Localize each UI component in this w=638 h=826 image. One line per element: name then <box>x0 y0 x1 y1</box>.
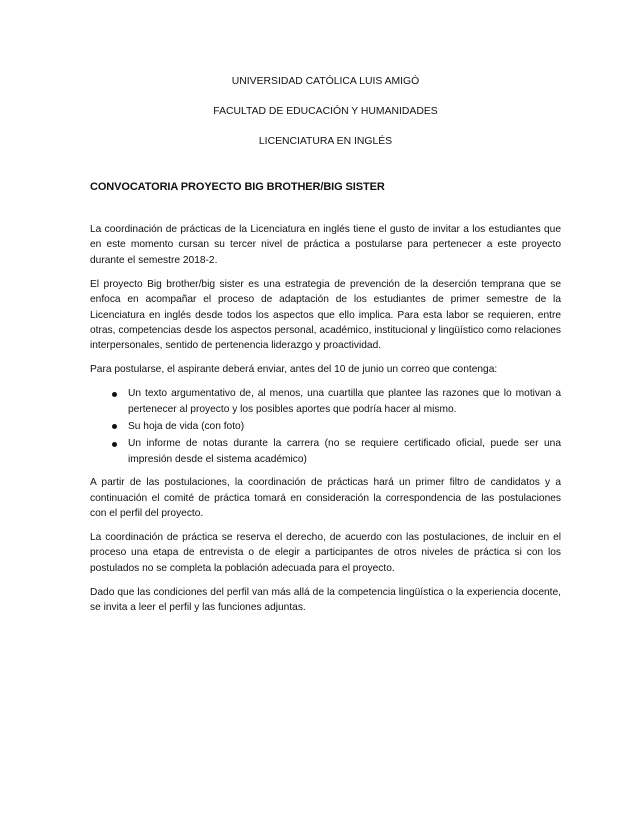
intro-paragraph: La coordinación de prácticas de la Licenciatura en inglés tiene el gusto de invitar a los estudiantes que en este momento cursan su tercer nivel de práctica a postularse para pertenecer a este proyecto durante el semestre 2018-2. <box>90 224 561 266</box>
list-item-text: Su hoja de vida (con foto) <box>128 420 245 432</box>
application-instructions-paragraph: Para postularse, el aspirante deberá enviar, antes del 10 de junio un correo que contenga: <box>90 364 498 376</box>
list-item <box>90 419 561 434</box>
profile-invitation-paragraph: Dado que las condiciones del perfil van más allá de la competencia lingüística o la experiencia docente, se invita a leer el perfil y las funciones adjuntas. <box>90 586 561 614</box>
document-header <box>90 74 561 149</box>
program-name: LICENCIATURA EN INGLÉS <box>258 136 393 147</box>
requirements-list <box>90 386 561 467</box>
faculty-name: FACULTAD DE EDUCACIÓN Y HUMANIDADES <box>213 106 438 117</box>
list-item-text: Un informe de notas durante la carrera (no se requiere certificado oficial, puede ser una impresión desde el sistema académico) <box>128 438 561 465</box>
selection-process-paragraph: A partir de las postulaciones, la coordinación de prácticas hará un primer filtro de candidatos y a continuación el comité de práctica tomará en consideración la correspondencia de las postulaciones con el perfil del proyecto. <box>90 477 561 519</box>
bullet-icon <box>112 392 117 397</box>
bullet-icon <box>112 442 117 447</box>
project-description-paragraph: El proyecto Big brother/big sister es una estrategia de prevención de la deserción temprana que se enfoca en acompañar el proceso de adaptación de los estudiantes de primer semestre de la Licenciatura en inglés desde todos los aspectos que ello implica. Para esta labor se requieren, entre otras, competencias desde los aspectos personal, académico, institucional y lingüístico como relaciones interpersonales, sentido de pertenencia liderazgo y proactividad. <box>90 278 561 352</box>
list-item-text: Un texto argumentativo de, al menos, una cuartilla que plantee las razones que lo motivan a pertenecer al proyecto y los posibles aportes que podría hacer al mismo. <box>128 388 561 415</box>
university-name: UNIVERSIDAD CATÓLICA LUIS AMIGÓ <box>231 76 420 87</box>
interview-stage-paragraph: La coordinación de práctica se reserva el derecho, de acuerdo con las postulaciones, de incluir en el proceso una etapa de entrevista o de elegir a participantes de otros niveles de práctica si con los postulados no se completa la población adecuada para el proyecto. <box>90 531 561 574</box>
list-item <box>90 436 561 467</box>
document-body <box>90 222 561 615</box>
list-item <box>90 386 561 417</box>
bullet-icon <box>112 424 117 429</box>
document-title: CONVOCATORIA PROYECTO BIG BROTHER/BIG SISTER <box>90 181 385 193</box>
